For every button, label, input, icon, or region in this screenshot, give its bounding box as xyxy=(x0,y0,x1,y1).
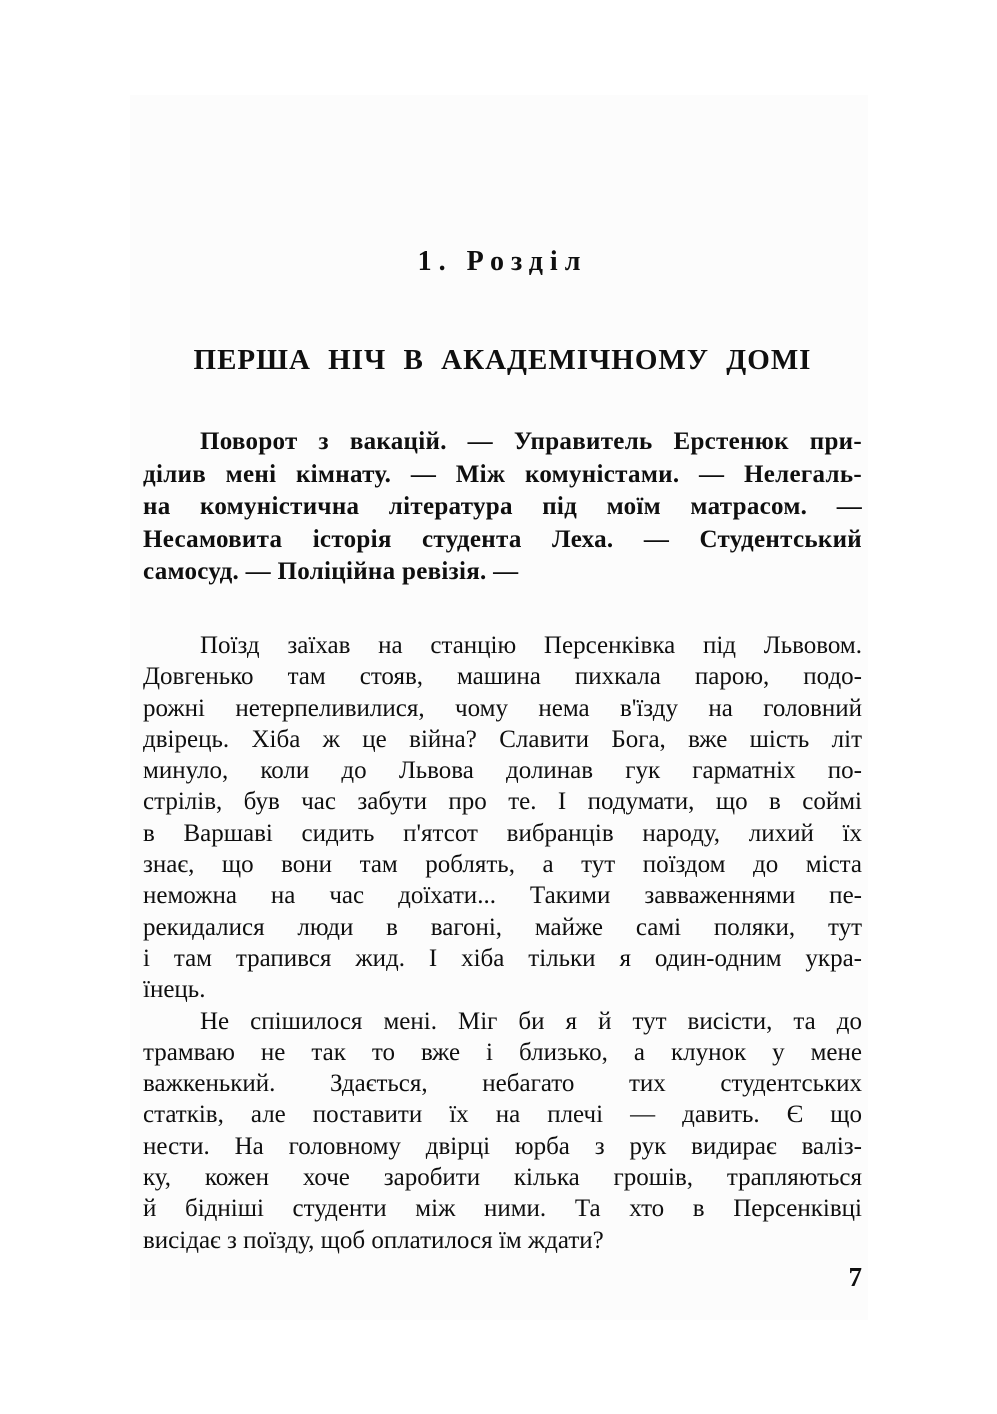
summary-line: Несамовита історія студента Леха. — Студентський xyxy=(143,525,862,553)
text-line: неможна на час доїхати... Такими завваженнями пе- xyxy=(143,882,862,910)
text-line: нести. На головному двірці юрба з рук видирає валіз- xyxy=(143,1132,862,1160)
text-line: ку, кожен хоче заробити кілька грошів, трапляються xyxy=(143,1164,862,1192)
chapter-heading: ПЕРША НІЧ В АКАДЕМІЧНОМУ ДОМІ xyxy=(193,344,812,376)
text-line: їнець. xyxy=(143,976,206,1004)
paragraph xyxy=(143,630,862,1006)
summary-line: самосуд. — Поліційна ревізія. — xyxy=(143,558,519,586)
text-line: знає, що вони там роблять, а тут поїздом до міста xyxy=(143,851,862,879)
text-line: Поїзд заїхав на станцію Персенківка під Львовом. xyxy=(200,632,862,659)
summary-line: на комуністична література під моїм матрасом. — xyxy=(143,493,862,521)
text-line: висідає з поїзду, щоб оплатилося їм ждати? xyxy=(143,1226,604,1254)
paragraph xyxy=(143,1006,862,1256)
page-number: 7 xyxy=(848,1262,862,1292)
text-line: й бідніші студенти між ними. Та хто в Персенківці xyxy=(143,1195,862,1223)
text-line: рожні нетерпеливилися, чому нема в'їзду на головний xyxy=(143,694,862,722)
text-line: і там трапився жид. І хіба тільки я один-одним укра- xyxy=(143,944,862,972)
chapter-summary xyxy=(143,426,862,589)
text-line: двірець. Хіба ж це війна? Славити Бога, вже шість літ xyxy=(143,725,862,753)
text-line: рекидалися люди в вагоні, майже самі поляки, тут xyxy=(143,913,862,941)
text-line: важкенький. Здається, небагато тих студентських xyxy=(143,1070,862,1098)
text-line: статків, але поставити їх на плечі — давить. Є що xyxy=(143,1101,862,1129)
text-line: Довгенько там стояв, машина пихкала парою, подо- xyxy=(143,663,862,691)
text-line: Не спішилося мені. Міг би я й тут висісти, та до xyxy=(200,1007,862,1035)
body-text xyxy=(143,630,862,1256)
text-line: стрілів, був час забути про те. І подумати, що в соймі xyxy=(143,788,862,816)
chapter-title: 1. Розділ xyxy=(417,246,588,277)
summary-line: Поворот з вакацій. — Управитель Ерстенюк при- xyxy=(200,428,862,455)
text-line: минуло, коли до Львова долинав гук гарматніх по- xyxy=(143,757,862,785)
summary-line: ділив мені кімнату. — Між комуністами. — Нелегаль- xyxy=(143,460,862,488)
text-line: в Варшаві сидить п'ятсот вибранців народу, лихий їх xyxy=(143,819,862,847)
text-line: трамваю не так то вже і близько, а клунок у мене xyxy=(143,1038,862,1066)
